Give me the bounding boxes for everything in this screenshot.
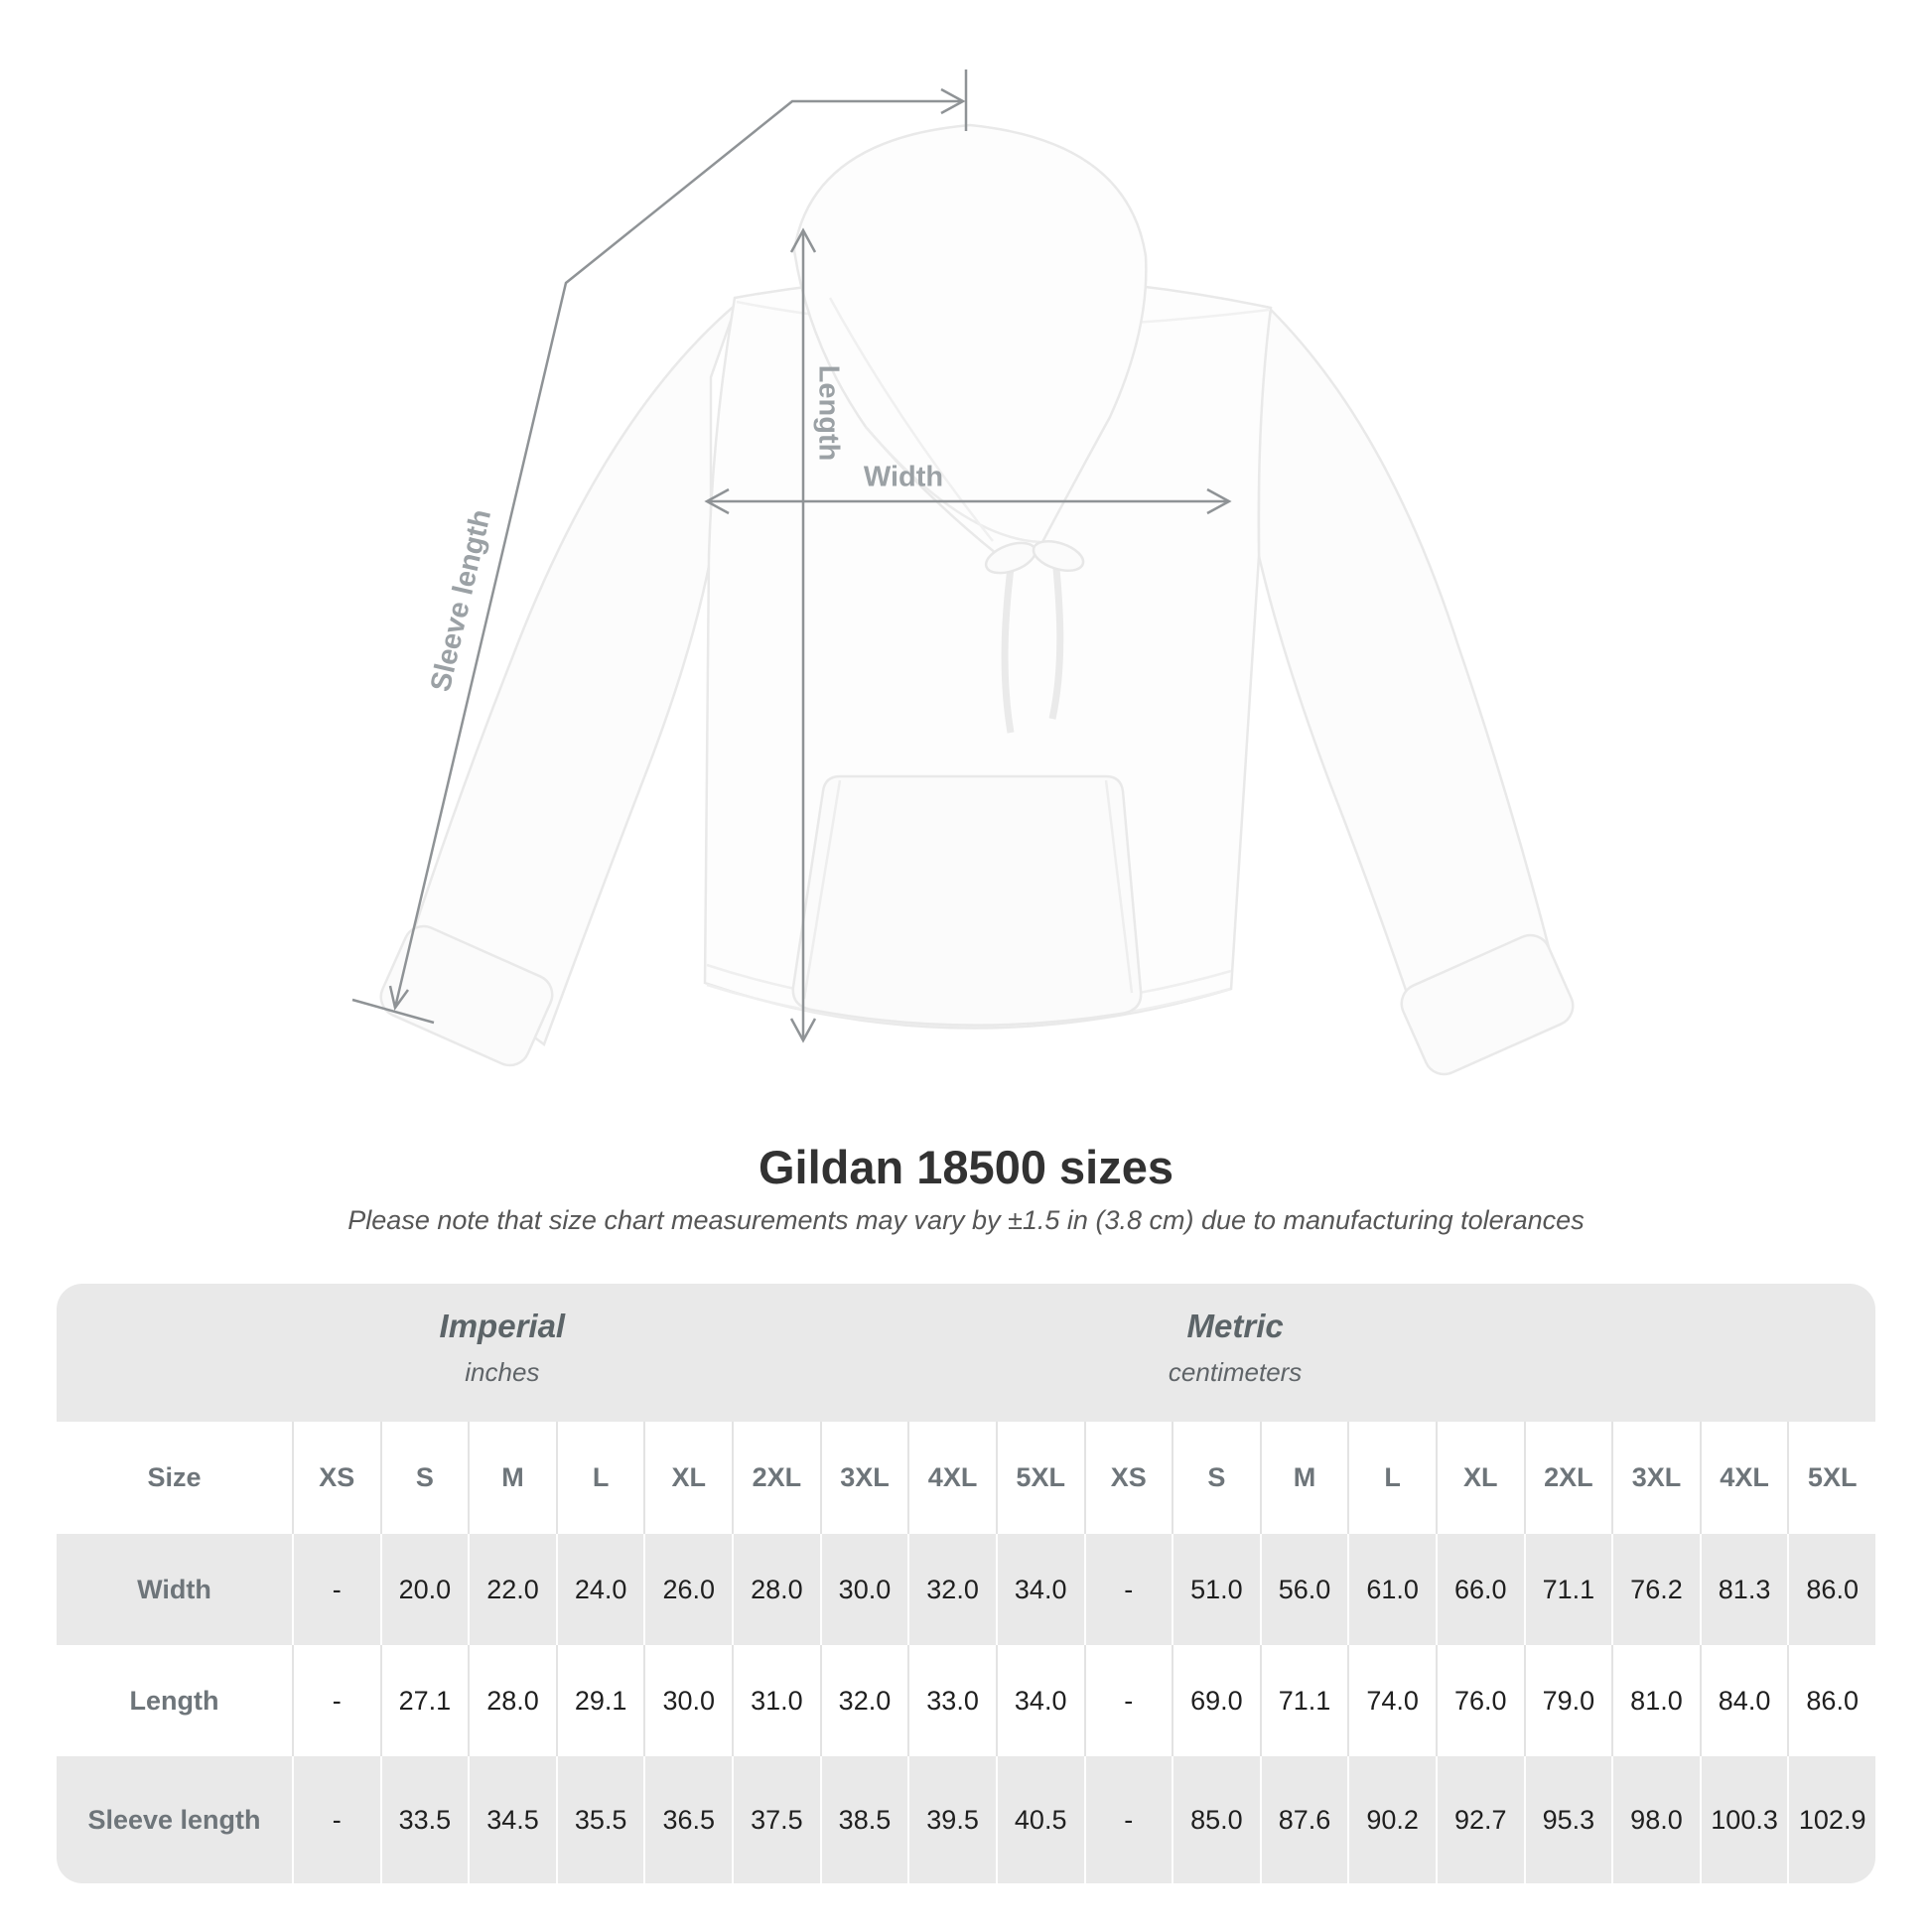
tolerance-note: Please note that size chart measurements may vary by ±1.5 in (3.8 cm) due to manufacturing tolerances <box>347 1205 1585 1235</box>
size-table <box>57 1284 1875 1883</box>
value-cell: 28.0 <box>732 1534 820 1645</box>
value-cell: - <box>292 1645 380 1756</box>
size-col: L <box>1347 1422 1436 1534</box>
size-col: S <box>380 1422 469 1534</box>
value-cell: 84.0 <box>1700 1645 1788 1756</box>
value-cell: 33.5 <box>380 1756 469 1883</box>
size-col: 4XL <box>907 1422 996 1534</box>
size-header-row <box>57 1422 1875 1534</box>
value-cell: 38.5 <box>820 1756 908 1883</box>
imperial-unit: inches <box>465 1357 540 1387</box>
value-cell: 22.0 <box>468 1534 556 1645</box>
metric-heading: Metric <box>1186 1308 1284 1344</box>
size-col: XS <box>292 1422 380 1534</box>
value-cell: 28.0 <box>468 1645 556 1756</box>
value-cell: 76.2 <box>1611 1534 1700 1645</box>
value-cell: 26.0 <box>643 1534 732 1645</box>
value-cell: 61.0 <box>1347 1534 1436 1645</box>
value-cell: 51.0 <box>1172 1534 1260 1645</box>
value-cell: 56.0 <box>1260 1534 1348 1645</box>
value-cell: - <box>292 1756 380 1883</box>
value-cell: 92.7 <box>1436 1756 1524 1883</box>
length-label: Length <box>812 364 845 462</box>
value-cell: 34.5 <box>468 1756 556 1883</box>
value-cell: - <box>1084 1645 1173 1756</box>
metric-unit: centimeters <box>1168 1357 1303 1387</box>
row-label: Width <box>137 1574 211 1604</box>
value-cell: 20.0 <box>380 1534 469 1645</box>
value-cell: 69.0 <box>1172 1645 1260 1756</box>
value-cell: 79.0 <box>1524 1645 1612 1756</box>
table-row-length <box>57 1645 1875 1756</box>
unit-group-metric <box>1169 1308 1302 1388</box>
value-cell: 95.3 <box>1524 1756 1612 1883</box>
unit-band <box>57 1284 1875 1422</box>
value-cell: 71.1 <box>1260 1645 1348 1756</box>
value-cell: 71.1 <box>1524 1534 1612 1645</box>
size-col: L <box>556 1422 644 1534</box>
value-cell: 32.0 <box>907 1534 996 1645</box>
value-cell: 32.0 <box>820 1645 908 1756</box>
width-label: Width <box>863 461 944 493</box>
size-col: 5XL <box>996 1422 1084 1534</box>
size-col: 3XL <box>1611 1422 1700 1534</box>
table-row-sleeve-length <box>57 1756 1875 1883</box>
size-col: M <box>1260 1422 1348 1534</box>
value-cell: 74.0 <box>1347 1645 1436 1756</box>
value-cell: 27.1 <box>380 1645 469 1756</box>
value-cell: - <box>1084 1534 1173 1645</box>
value-cell: - <box>1084 1756 1173 1883</box>
size-col: 2XL <box>732 1422 820 1534</box>
size-col: 4XL <box>1700 1422 1788 1534</box>
value-cell: 33.0 <box>907 1645 996 1756</box>
value-cell: 87.6 <box>1260 1756 1348 1883</box>
page-title: Gildan 18500 sizes <box>758 1141 1174 1193</box>
value-cell: 36.5 <box>643 1756 732 1883</box>
value-cell: 81.3 <box>1700 1534 1788 1645</box>
value-cell: 86.0 <box>1787 1645 1875 1756</box>
value-cell: 85.0 <box>1172 1756 1260 1883</box>
table-row-width <box>57 1534 1875 1645</box>
value-cell: 100.3 <box>1700 1756 1788 1883</box>
row-label: Sleeve length <box>87 1804 261 1835</box>
value-cell: 102.9 <box>1787 1756 1875 1883</box>
size-col: 5XL <box>1787 1422 1875 1534</box>
value-cell: 90.2 <box>1347 1756 1436 1883</box>
value-cell: 24.0 <box>556 1534 644 1645</box>
unit-group-imperial <box>440 1308 566 1388</box>
size-col: M <box>468 1422 556 1534</box>
row-label: Length <box>129 1685 219 1716</box>
value-cell: 35.5 <box>556 1756 644 1883</box>
value-cell: 34.0 <box>996 1645 1084 1756</box>
value-cell: 30.0 <box>820 1534 908 1645</box>
value-cell: 86.0 <box>1787 1534 1875 1645</box>
size-col: XL <box>643 1422 732 1534</box>
value-cell: 40.5 <box>996 1756 1084 1883</box>
sleeve-length-label: Sleeve length <box>424 506 498 695</box>
value-cell: 76.0 <box>1436 1645 1524 1756</box>
value-cell: 29.1 <box>556 1645 644 1756</box>
value-cell: 39.5 <box>907 1756 996 1883</box>
value-cell: 66.0 <box>1436 1534 1524 1645</box>
size-col: XS <box>1084 1422 1173 1534</box>
value-cell: - <box>292 1534 380 1645</box>
size-col: 2XL <box>1524 1422 1612 1534</box>
value-cell: 98.0 <box>1611 1756 1700 1883</box>
value-cell: 37.5 <box>732 1756 820 1883</box>
imperial-heading: Imperial <box>439 1308 566 1344</box>
size-column-header: Size <box>147 1462 202 1492</box>
size-col: XL <box>1436 1422 1524 1534</box>
value-cell: 81.0 <box>1611 1645 1700 1756</box>
value-cell: 30.0 <box>643 1645 732 1756</box>
value-cell: 31.0 <box>732 1645 820 1756</box>
value-cell: 34.0 <box>996 1534 1084 1645</box>
hoodie-shapes <box>374 125 1579 1080</box>
size-col: S <box>1172 1422 1260 1534</box>
size-col: 3XL <box>820 1422 908 1534</box>
